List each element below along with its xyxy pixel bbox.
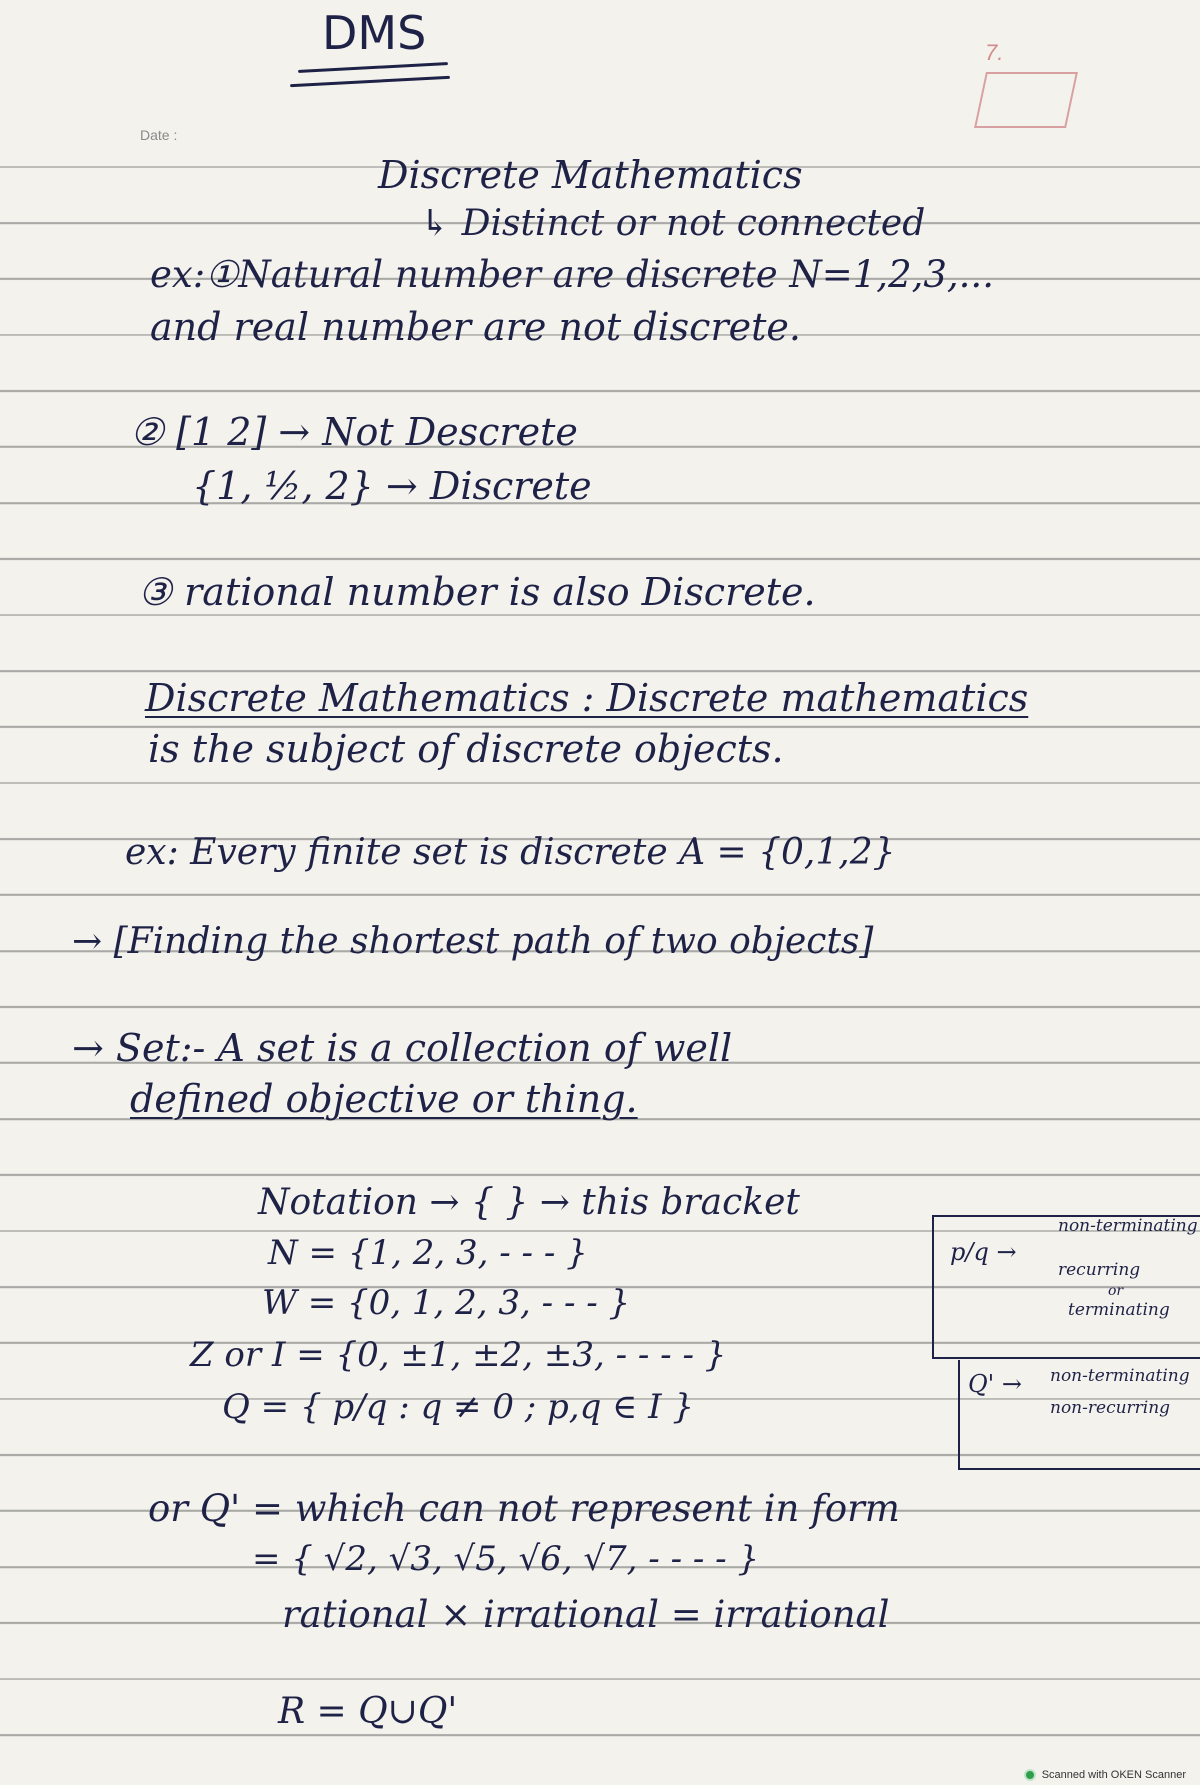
note-terminating: terminating: [1068, 1300, 1170, 1320]
line-1: Discrete Mathematics: [378, 153, 803, 197]
rational-note-box: [932, 1215, 1200, 1359]
line-12: → Set:- A set is a collection of well: [72, 1026, 733, 1070]
scanner-text: Scanned with OKEN Scanner: [1041, 1769, 1186, 1781]
line-15: N = {1, 2, 3, - - - }: [268, 1233, 588, 1273]
line-5: ② [1 2] → Not Descrete: [130, 410, 578, 454]
scanner-logo-icon: [1024, 1769, 1036, 1781]
line-9: is the subject of discrete objects.: [148, 727, 784, 771]
note-pq: p/q →: [950, 1238, 1017, 1266]
line-18: Q = { p/q : q ≠ 0 ; p,q ∈ I }: [222, 1387, 695, 1427]
line-17: Z or I = {0, ±1, ±2, ±3, - - - - }: [190, 1335, 727, 1375]
line-7: ③ rational number is also Discrete.: [138, 570, 816, 614]
note-recurring: recurring: [1058, 1260, 1141, 1280]
line-8: Discrete Mathematics : Discrete mathematics: [145, 676, 1029, 720]
line-19: or Q' = which can not represent in form: [148, 1487, 900, 1530]
corner-mark: 7.: [985, 40, 1004, 65]
scanner-watermark: [1024, 1769, 1186, 1781]
corner-stamp: [974, 72, 1078, 128]
line-16: W = {0, 1, 2, 3, - - - }: [262, 1283, 631, 1323]
note-non-terminating-2: non-terminating: [1050, 1366, 1190, 1386]
line-14: Notation → { } → this bracket: [258, 1182, 800, 1223]
line-11: → [Finding the shortest path of two objects]: [72, 921, 874, 962]
date-label: Date :: [140, 127, 178, 143]
line-3: ex:①Natural number are discrete N=1,2,3,...: [150, 253, 994, 296]
note-or: or: [1108, 1283, 1124, 1299]
page-title: DMS: [322, 6, 427, 60]
note-q-prime: Q' →: [968, 1370, 1023, 1398]
note-non-recurring: non-recurring: [1050, 1398, 1171, 1418]
line-4: and real number are not discrete.: [150, 305, 801, 349]
line-10: ex: Every finite set is discrete A = {0,1,2}: [125, 832, 896, 873]
line-21: rational × irrational = irrational: [282, 1593, 890, 1636]
line-20: = { √2, √3, √5, √6, √7, - - - - }: [252, 1539, 760, 1579]
line-13: defined objective or thing.: [130, 1077, 638, 1121]
line-22: R = Q∪Q': [278, 1691, 458, 1732]
note-non-terminating: non-terminating: [1058, 1216, 1198, 1236]
line-6: {1, ½, 2} → Discrete: [192, 464, 592, 508]
line-2: ↳ Distinct or not connected: [420, 203, 926, 244]
